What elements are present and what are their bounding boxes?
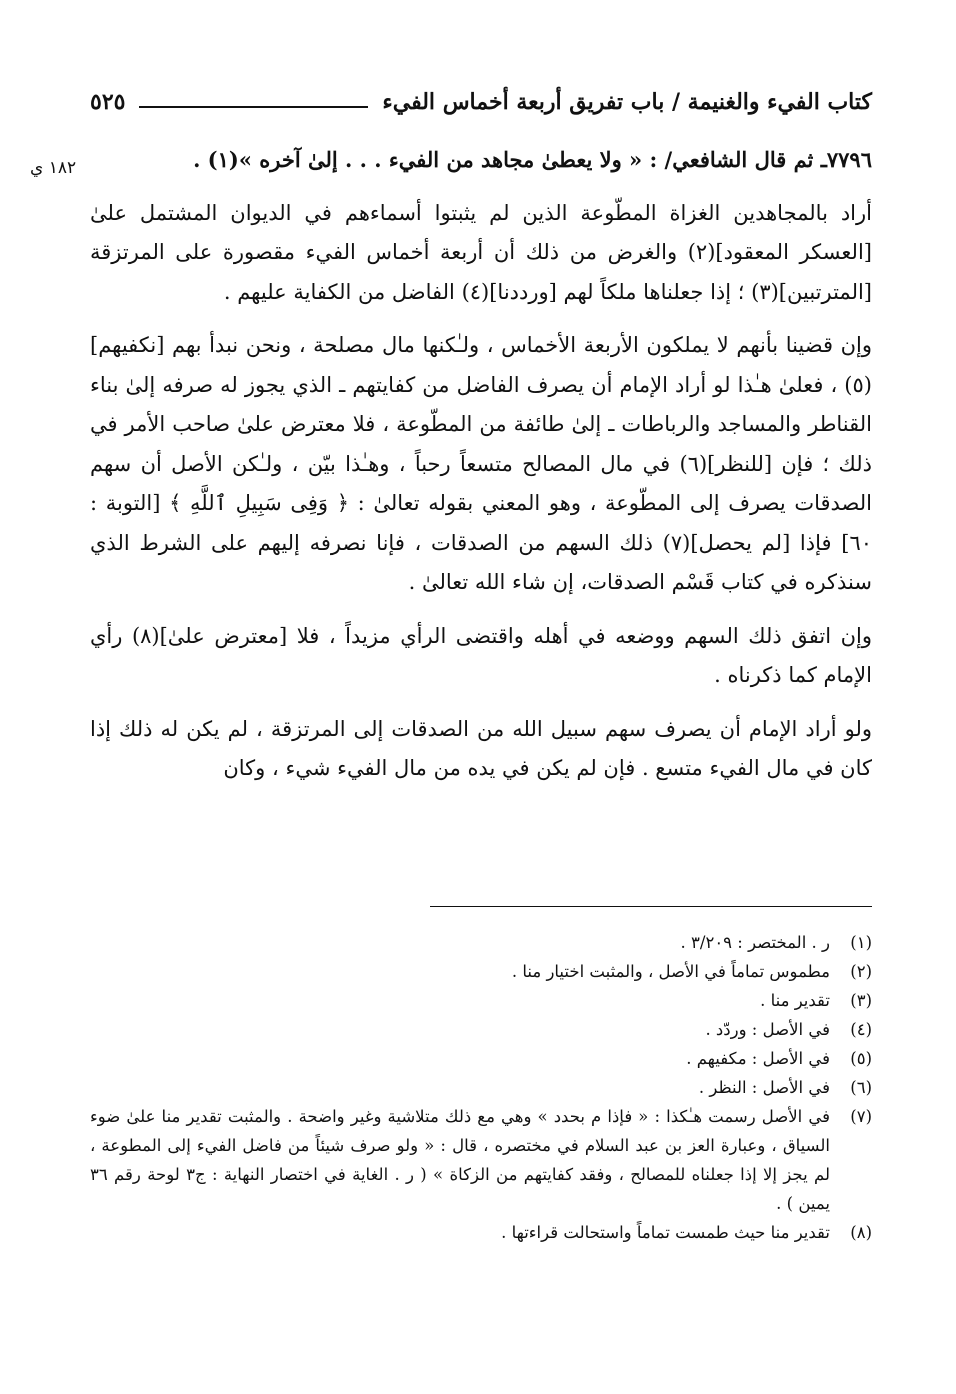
footnote-divider — [430, 906, 872, 907]
paragraph: أراد بالمجاهدين الغزاة المطّوعة الذين لم يثبتوا أسماءهم في الديوان المشتمل علىٰ [العسكر المعقود](٢) والغرض من ذلك أن أربعة أخماس الفيء مقصورة على المرتزقة [المترتبين](٣) ؛ إذا جعلناها ملكاً لهم [ورددنا](٤) الفاضل من الكفاية عليهم . — [90, 200, 872, 304]
footnote-text: في الأصل : مكفيهم . — [686, 1049, 830, 1068]
paragraph: ولو أراد الإمام أن يصرف سهم سبيل الله من الصدقات إلى المرتزقة ، لم يكن له ذلك إذا كان في مال الفيء متسع . فإن لم يكن في يده من مال الفيء شيء ، وكان — [90, 716, 872, 780]
page-number: ٥٢٥ — [90, 89, 126, 115]
header-title: كتاب الفيء والغنيمة / باب تفريق أربعة أخماس الفيء — [382, 89, 872, 115]
paragraph-heading: ٧٧٩٦ـ ثم قال الشافعي/ : « ولا يعطىٰ مجاهد من الفيء . . . إلىٰ آخره »(١) . — [193, 147, 872, 172]
footnote-item — [90, 957, 872, 986]
footnote-item — [90, 1044, 872, 1073]
header-rule — [139, 106, 368, 108]
paragraph: وإن قضينا بأنهم لا يملكون الأربعة الأخماس ، ولـٰكنها مال مصلحة ، ونحن نبدأ بهم [نكفيهم](٥) ، فعلىٰ هـٰذا لو أراد الإمام أن يصرف الفاضل من كفايتهم ـ الذي يجوز له صرفه إلىٰ بناء القناطر والمساجد والرباطات ـ إلىٰ طائفة من المطّوعة ، فلا معترض علىٰ صاحب الأمر في ذلك ؛ فإن [للنظر](٦) في مال المصالح متسعاً رحباً ، وهـٰذا بيّن ، ولـٰكن الأصل أن سهم الصدقات يصرف إلى المطّوعة ، وهو المعني بقوله تعالىٰ : ﴿ وَفِى سَبِيلِ ٱللَّهِ ﴾ [التوبة : ٦٠] فإذا [لم يحصل](٧) ذلك السهم من الصدقات ، فإنا نصرفه إليهم على الشرط الذي سنذكره في كتاب قَسْم الصدقات، إن شاء الله تعالىٰ . — [90, 333, 872, 594]
footnote-text: ر . المختصر : ٣/٢٠٩ . — [680, 933, 830, 952]
footnote-item — [90, 1073, 872, 1102]
footnote-number: (٨) — [850, 1223, 872, 1242]
footnote-item — [90, 1102, 872, 1218]
footnote-number: (٥) — [850, 1049, 872, 1068]
footnote-number: (٢) — [850, 962, 872, 981]
margin-reference: ١٨٢ ي — [30, 158, 77, 178]
footnotes — [90, 928, 872, 1247]
footnote-text: مطموس تماماً في الأصل ، والمثبت اختيار منا . — [511, 962, 830, 981]
running-header — [90, 80, 872, 124]
footnote-text: في الأصل رسمت هـٰكذا : « فإذا م بحدد » وهي مع ذلك متلاشية وغير واضحة . والمثبت تقدير منا علىٰ ضوء السياق ، وعبارة العز بن عبد السلام في مختصره ، قال : « ولو صرف شيئاً من فاضل الفيء إلى المطوعة ، لم يجز إلا إذا جعلناه للمصالح ، وفقد كفايتهم من الزكاة » ( ر . الغاية في اختصار النهاية : ج٣ لوحة رقم ٣٦ يمين ) . — [90, 1107, 830, 1213]
footnote-item — [90, 928, 872, 957]
footnote-text: تقدير منا حيث طمست تماماً واستحالت قراءتها . — [501, 1223, 830, 1242]
footnote-text: تقدير منا . — [760, 991, 830, 1010]
footnote-item — [90, 1015, 872, 1044]
footnote-number: (٧) — [850, 1107, 872, 1126]
footnote-number: (٦) — [850, 1078, 872, 1097]
footnote-number: (١) — [850, 933, 872, 952]
footnote-item — [90, 1218, 872, 1247]
footnote-text: في الأصل : وردّد . — [705, 1020, 830, 1039]
footnote-text: في الأصل : النظر . — [698, 1078, 830, 1097]
footnote-number: (٤) — [850, 1020, 872, 1039]
footnote-number: (٣) — [850, 991, 872, 1010]
footnote-item — [90, 986, 872, 1015]
paragraph: وإن اتفق ذلك السهم ووضعه في أهله واقتضى الرأي مزيداً ، فلا [معترض علىٰ](٨) رأي الإمام كما ذكرناه . — [90, 623, 873, 687]
body-text — [90, 140, 872, 803]
